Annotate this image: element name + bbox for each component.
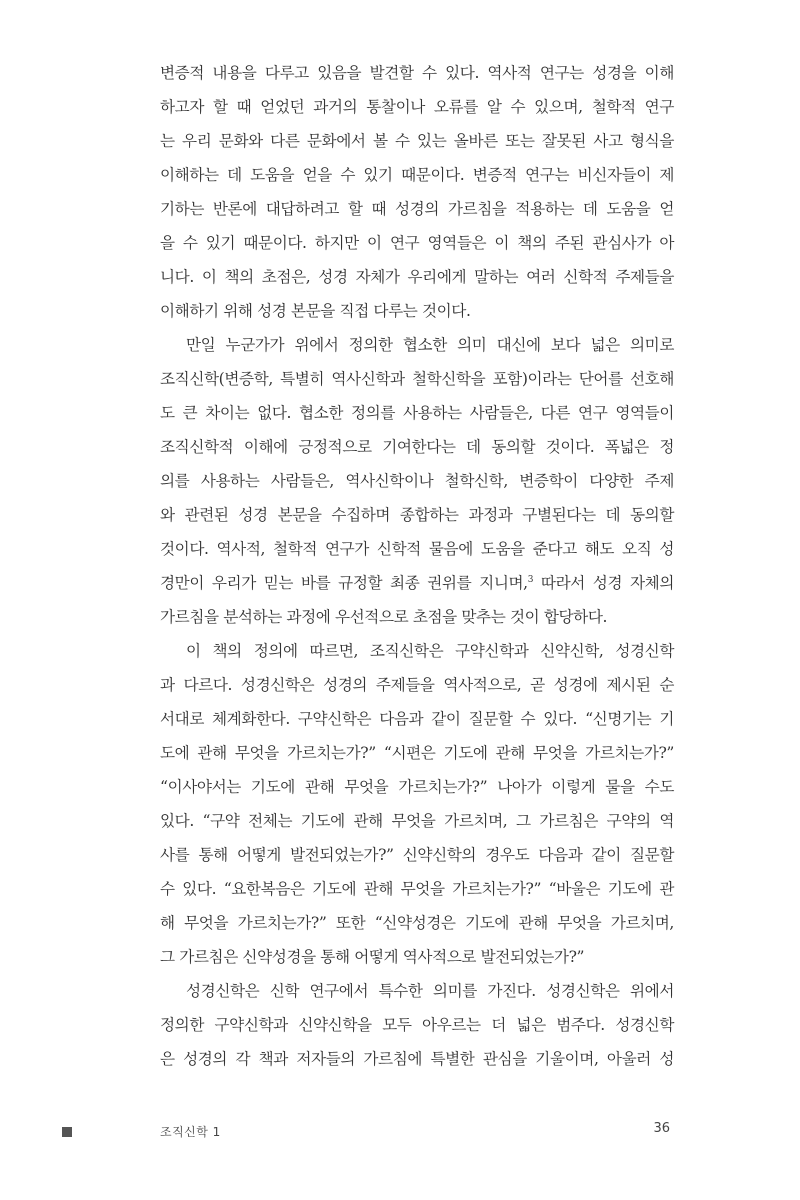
text-line: [160, 226, 674, 260]
page-number: 36: [653, 1121, 670, 1136]
line-text: 조직신학(변증학, 특별히 역사신학과 철학신학을 포함)이라는 단어를 선호해: [160, 370, 674, 388]
text-line: [160, 56, 674, 90]
line-text: 가르침을 분석하는 과정에 우선적으로 초점을 맞추는 것이 합당하다.: [160, 608, 608, 626]
text-line: [160, 294, 674, 328]
line-text: 것이다. 역사적, 철학적 연구가 신학적 물음에 도움을 준다고 해도 오직 성: [160, 540, 674, 558]
line-text: 경만이 우리가 믿는 바를 규정할 최종 권위를 지니며,: [160, 574, 528, 592]
line-text-continued: 따라서 성경 자체의: [533, 574, 674, 592]
line-text: 이해하기 위해 성경 본문을 직접 다루는 것이다.: [160, 302, 471, 320]
line-text: 의를 사용하는 사람들은, 역사신학이나 철학신학, 변증학이 다양한 주제: [160, 472, 674, 490]
paragraph: [160, 56, 674, 328]
line-text: 은 성경의 각 책과 저자들의 가르침에 특별한 관심을 기울이며, 아울러 성: [160, 1050, 674, 1068]
line-text: 기하는 반론에 대답하려고 할 때 성경의 가르침을 적용하는 데 도움을 얻: [160, 200, 674, 218]
text-line: [160, 158, 674, 192]
text-line: [160, 736, 674, 770]
text-line: [160, 600, 674, 634]
paragraph: [160, 328, 674, 634]
text-line: [160, 396, 674, 430]
body-text: [160, 56, 674, 1076]
text-line: [160, 498, 674, 532]
line-text: 그 가르침은 신약성경을 통해 어떻게 역사적으로 발전되었는가?”: [160, 948, 585, 966]
text-line: [160, 770, 674, 804]
line-text: 이 책의 정의에 따르면, 조직신학은 구약신학과 신약신학, 성경신학: [186, 642, 674, 660]
text-line: [160, 464, 674, 498]
text-line: [160, 1008, 674, 1042]
line-text: 도에 관해 무엇을 가르치는가?” “시편은 기도에 관해 무엇을 가르치는가?”: [160, 744, 674, 762]
text-line: [160, 804, 674, 838]
line-text: 을 수 있기 때문이다. 하지만 이 연구 영역들은 이 책의 주된 관심사가 아: [160, 234, 674, 252]
line-text: 는 우리 문화와 다른 문화에서 볼 수 있는 올바른 또는 잘못된 사고 형식을: [160, 132, 674, 150]
running-footer-title: 조직신학 1: [160, 1125, 221, 1139]
paragraph: [160, 634, 674, 974]
text-line: [160, 328, 674, 362]
line-text: 하고자 할 때 얻었던 과거의 통찰이나 오류를 알 수 있으며, 철학적 연구: [160, 98, 674, 116]
text-line: [160, 192, 674, 226]
line-text: 와 관련된 성경 본문을 수집하며 종합하는 과정과 구별된다는 데 동의할: [160, 506, 674, 524]
line-text: 도 큰 차이는 없다. 협소한 정의를 사용하는 사람들은, 다른 연구 영역들이: [160, 404, 674, 422]
footnote-marker[interactable]: 3: [527, 574, 534, 585]
line-text: 니다. 이 책의 초점은, 성경 자체가 우리에게 말하는 여러 신학적 주제들을: [160, 268, 674, 286]
line-text: 정의한 구약신학과 신약신학을 모두 아우르는 더 넓은 범주다. 성경신학: [160, 1016, 674, 1034]
line-text: “이사야서는 기도에 관해 무엇을 가르치는가?” 나아가 이렇게 물을 수도: [160, 778, 674, 796]
text-line: [160, 872, 674, 906]
text-line: [160, 974, 674, 1008]
line-text: 과 다르다. 성경신학은 성경의 주제들을 역사적으로, 곧 성경에 제시된 순: [160, 676, 674, 694]
text-line: [160, 906, 674, 940]
line-text: 만일 누군가가 위에서 정의한 협소한 의미 대신에 보다 넓은 의미로: [186, 336, 674, 354]
line-text: 성경신학은 신학 연구에서 특수한 의미를 가진다. 성경신학은 위에서: [186, 982, 674, 1000]
text-line: [160, 838, 674, 872]
text-line: [160, 940, 674, 974]
text-line: [160, 362, 674, 396]
text-line: [160, 430, 674, 464]
text-line: [160, 566, 674, 600]
line-text: 사를 통해 어떻게 발전되었는가?” 신약신학의 경우도 다음과 같이 질문할: [160, 846, 674, 864]
text-line: [160, 1042, 674, 1076]
line-text: 있다. “구약 전체는 기도에 관해 무엇을 가르치며, 그 가르침은 구약의 역: [160, 812, 674, 830]
line-text: 이해하는 데 도움을 얻을 수 있기 때문이다. 변증적 연구는 비신자들이 제: [160, 166, 674, 184]
text-line: [160, 668, 674, 702]
text-line: [160, 260, 674, 294]
line-text: 수 있다. “요한복음은 기도에 관해 무엇을 가르치는가?” “바울은 기도에 관: [160, 880, 674, 898]
text-line: [160, 634, 674, 668]
line-text: 조직신학적 이해에 긍정적으로 기여한다는 데 동의할 것이다. 폭넓은 정: [160, 438, 674, 456]
paragraph: [160, 974, 674, 1076]
text-line: [160, 532, 674, 566]
line-text: 서대로 체계화한다. 구약신학은 다음과 같이 질문할 수 있다. “신명기는 기: [160, 710, 674, 728]
line-text: 해 무엇을 가르치는가?” 또한 “신약성경은 기도에 관해 무엇을 가르치며,: [160, 914, 674, 932]
text-line: [160, 124, 674, 158]
text-line: [160, 702, 674, 736]
text-line: [160, 90, 674, 124]
line-text: 변증적 내용을 다루고 있음을 발견할 수 있다. 역사적 연구는 성경을 이해: [160, 64, 674, 82]
footer-square-icon: [62, 1127, 72, 1137]
